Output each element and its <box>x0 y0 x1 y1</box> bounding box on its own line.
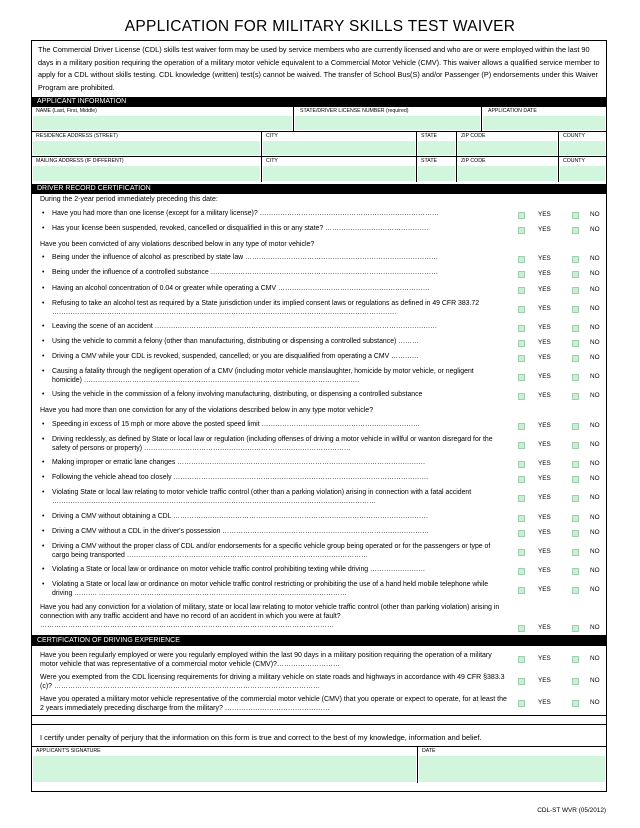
no-checkbox[interactable] <box>572 212 579 219</box>
question-item <box>42 224 502 233</box>
no-checkbox[interactable] <box>572 306 579 313</box>
mailing-address-field[interactable]: MAILING ADDRESS (IF DIFFERENT) <box>32 157 262 182</box>
question-item <box>42 512 502 521</box>
yes-checkbox[interactable] <box>518 625 525 632</box>
question-text: Have you been regularly employed or were you regularly employed within the last 90 days in a military position requiring the operation of a military motor vehicle that was representative of a commercial motor vehicle (CMV)?……………………… <box>40 652 492 668</box>
residence-address-field[interactable]: RESIDENCE ADDRESS (STREET) <box>32 132 262 156</box>
accident-conviction-question: Have you had any conviction for a violation of military, state or local law relating to motor vehicle traffic control (other than parking violation) arising in connection with any traffic accident and have no record of an accident in which you were at fault? ……………………………………………………………………………………………………………… <box>40 604 500 629</box>
no-label: NO <box>590 286 600 293</box>
no-checkbox[interactable] <box>572 461 579 468</box>
intro-text: The Commercial Driver License (CDL) skills test waiver form may be used by service members who are currently licensed and who are or were employed within the last 90 days in a military position requiring the operation of a military motor vehicle equivalent to a Commercial Motor Vehicle (CMV). This waiver allows a qualified service member to apply for a CDL without skills testing. CDL knowledge (written) test(s) cannot be waived. The transfer of School Bus(S) and/or Passenger (P) endorsements under this Waiver Program are prohibited. <box>38 45 600 92</box>
no-label: NO <box>590 655 600 662</box>
bullet-icon: • <box>42 581 45 588</box>
yes-label: YES <box>538 441 551 448</box>
yes-label: YES <box>538 567 551 574</box>
yes-checkbox[interactable] <box>518 515 525 522</box>
question-text: Have you operated a military motor vehicle representative of the commercial motor vehicle (CMV) that you operate or expect to operate, for at least the 2 years immediately preceding discharge from the military? ……………………………………… <box>40 696 507 712</box>
period-question: During the 2-year period immediately preceding this date: <box>40 196 218 203</box>
driver-record-header: DRIVER RECORD CERTIFICATION <box>32 184 606 194</box>
no-checkbox[interactable] <box>572 587 579 594</box>
question-item <box>42 565 502 574</box>
application-date-field[interactable]: APPLICATION DATE <box>482 107 606 131</box>
question-item <box>42 268 502 277</box>
bullet-icon: • <box>42 225 45 232</box>
yes-label: YES <box>538 373 551 380</box>
yes-checkbox[interactable] <box>518 656 525 663</box>
no-label: NO <box>590 567 600 574</box>
question-text: Having an alcohol concentration of 0.04 or greater while operating a CMV ………………………………………………………… <box>52 285 430 292</box>
yes-label: YES <box>538 514 551 521</box>
yes-label: YES <box>538 624 551 631</box>
no-checkbox[interactable] <box>572 340 579 347</box>
question-text: Driving a CMV without the proper class of CDL and/or endorsements for a specific vehicle group being operated or for the passengers or type of cargo being transported …………………………………………………………………………………………… <box>52 543 491 559</box>
no-checkbox[interactable] <box>572 625 579 632</box>
yes-checkbox[interactable] <box>518 374 525 381</box>
waiver-form <box>31 40 607 792</box>
bullet-icon: • <box>42 421 45 428</box>
mailing-city-field[interactable]: CITY <box>262 157 417 182</box>
question-text: Driving a CMV without obtaining a CDL ………………………………………………………………………………………………… <box>52 513 429 520</box>
yes-checkbox[interactable] <box>518 700 525 707</box>
question-text: Were you exempted from the CDL licensing requirements for driving a military vehicle on state roads and highways in accordance with 49 CFR §383.3 (c)? …………………………………………………………………………………………………… <box>40 674 505 690</box>
yes-label: YES <box>538 655 551 662</box>
question-item <box>42 420 502 429</box>
yes-label: YES <box>538 286 551 293</box>
no-checkbox[interactable] <box>572 700 579 707</box>
yes-checkbox[interactable] <box>518 423 525 430</box>
yes-checkbox[interactable] <box>518 530 525 537</box>
yes-checkbox[interactable] <box>518 549 525 556</box>
question-text: Have you had more than one license (except for a military license)? …………………………………………………………………… <box>52 210 439 217</box>
no-checkbox[interactable] <box>572 374 579 381</box>
question-item <box>42 284 502 293</box>
yes-checkbox[interactable] <box>518 461 525 468</box>
no-label: NO <box>590 529 600 536</box>
yes-label: YES <box>538 548 551 555</box>
question-item <box>42 299 502 317</box>
question-item <box>42 390 502 399</box>
bullet-icon: • <box>42 323 45 330</box>
no-checkbox[interactable] <box>572 355 579 362</box>
yes-checkbox[interactable] <box>518 256 525 263</box>
no-label: NO <box>590 624 600 631</box>
yes-label: YES <box>538 339 551 346</box>
no-checkbox[interactable] <box>572 423 579 430</box>
bullet-icon: • <box>42 513 45 520</box>
question-text: Using the vehicle in the commission of a felony involving manufacturing, distributing, or dispensing a controlled substance <box>52 391 423 398</box>
question-text: Leaving the scene of an accident …………………………………………………………………………………………………………… <box>52 323 438 330</box>
no-checkbox[interactable] <box>572 325 579 332</box>
no-label: NO <box>590 677 600 684</box>
question-text: Using the vehicle to commit a felony (other than manufacturing, distributing or dispensing a controlled substance) ……… <box>52 338 419 345</box>
bullet-icon: • <box>42 436 45 443</box>
bullet-icon: • <box>42 254 45 261</box>
bullet-icon: • <box>42 300 45 307</box>
yes-label: YES <box>538 422 551 429</box>
mailing-zip-field[interactable]: ZIP CODE <box>457 157 559 182</box>
residence-county-field[interactable]: COUNTY <box>559 132 606 156</box>
question-text: Driving a CMV while your CDL is revoked, suspended, cancelled; or you are disqualified from operating a CMV ………… <box>52 353 419 360</box>
bullet-icon: • <box>42 353 45 360</box>
question-item <box>42 209 502 218</box>
mailing-state-field[interactable]: STATE <box>417 157 457 182</box>
no-label: NO <box>590 422 600 429</box>
bullet-icon: • <box>42 474 45 481</box>
yes-checkbox[interactable] <box>518 212 525 219</box>
yes-checkbox[interactable] <box>518 271 525 278</box>
bullet-icon: • <box>42 338 45 345</box>
no-checkbox[interactable] <box>572 393 579 400</box>
perjury-certification: I certify under penalty of perjury that the information on this form is true and correct to the best of my knowledge, information and belief. <box>40 733 482 742</box>
yes-label: YES <box>538 586 551 593</box>
no-checkbox[interactable] <box>572 568 579 575</box>
question-item <box>42 580 502 598</box>
yes-checkbox[interactable] <box>518 287 525 294</box>
no-label: NO <box>590 255 600 262</box>
yes-label: YES <box>538 460 551 467</box>
yes-label: YES <box>538 699 551 706</box>
yes-checkbox[interactable] <box>518 227 525 234</box>
yes-label: YES <box>538 324 551 331</box>
question-text: Driving a CMV without a CDL in the driver's possession ……………………………………………………………………………… <box>52 528 430 535</box>
form-title: APPLICATION FOR MILITARY SKILLS TEST WAIVER <box>124 18 516 35</box>
question-text: Violating a State or local law or ordinance on motor vehicle traffic control prohibiting texting while driving …………………… <box>52 566 426 573</box>
bullet-icon: • <box>42 269 45 276</box>
yes-label: YES <box>538 354 551 361</box>
question-item <box>42 337 502 346</box>
no-label: NO <box>590 441 600 448</box>
question-text: Violating State or local law relating to motor vehicle traffic control (other than a parking violation) arising in connection with a fatal accident …………………………………………………………………………………………………………………………… <box>52 489 472 505</box>
form-id: CDL-ST WVR (05/2012) <box>537 807 606 814</box>
question-text: Speeding in excess of 15 mph or more above the posted speed limit …………………………………………………………… <box>52 421 421 428</box>
no-label: NO <box>590 226 600 233</box>
question-item <box>42 367 502 385</box>
question-text: Causing a fatality through the negligent operation of a CMV (including motor vehicle manslaughter, homicide by motor vehicle, or negligent homicide) ………………………………………………………………………………………………………… <box>52 368 474 384</box>
no-checkbox[interactable] <box>572 515 579 522</box>
question-item <box>42 488 502 506</box>
no-label: NO <box>590 339 600 346</box>
no-label: NO <box>590 324 600 331</box>
no-checkbox[interactable] <box>572 549 579 556</box>
no-checkbox[interactable] <box>572 227 579 234</box>
no-label: NO <box>590 514 600 521</box>
no-checkbox[interactable] <box>572 256 579 263</box>
name-field[interactable]: NAME (Last, First, Middle) <box>32 107 294 131</box>
question-text: Driving recklessly, as defined by State or local law or regulation (including offenses of driving a motor vehicle in willful or wanton disregard for the safety of persons or property) ……………………………………………………………………………… <box>52 436 493 452</box>
date-field[interactable]: DATE <box>418 747 606 783</box>
violations-question: Have you been convicted of any violations described below in any type of motor vehicle? <box>40 241 315 248</box>
bullet-icon: • <box>42 543 45 550</box>
yes-checkbox[interactable] <box>518 442 525 449</box>
question-item <box>42 435 502 453</box>
no-checkbox[interactable] <box>572 442 579 449</box>
question-text: Being under the influence of alcohol as prescribed by state law ………………………………………………………………………… <box>52 254 438 261</box>
license-number-field[interactable]: STATE/DRIVER LICENSE NUMBER (required) <box>294 107 482 131</box>
no-checkbox[interactable] <box>572 495 579 502</box>
bullet-icon: • <box>42 391 45 398</box>
no-label: NO <box>590 586 600 593</box>
question-text: Making improper or erratic lane changes ……………………………………………………………………………………………… <box>52 459 426 466</box>
bullet-icon: • <box>42 210 45 217</box>
yes-checkbox[interactable] <box>518 678 525 685</box>
question-text: Has your license been suspended, revoked, cancelled or disqualified in this or any state? ……………………………………… <box>52 225 429 232</box>
no-label: NO <box>590 548 600 555</box>
yes-checkbox[interactable] <box>518 568 525 575</box>
residence-city-field[interactable]: CITY <box>262 132 417 156</box>
yes-label: YES <box>538 529 551 536</box>
no-checkbox[interactable] <box>572 530 579 537</box>
yes-label: YES <box>538 226 551 233</box>
no-checkbox[interactable] <box>572 287 579 294</box>
question-item <box>42 473 502 482</box>
no-label: NO <box>590 494 600 501</box>
bullet-icon: • <box>42 566 45 573</box>
yes-label: YES <box>538 305 551 312</box>
no-label: NO <box>590 270 600 277</box>
question-item <box>42 253 502 262</box>
signature-field[interactable]: APPLICANT'S SIGNATURE <box>32 747 418 783</box>
no-label: NO <box>590 373 600 380</box>
yes-label: YES <box>538 475 551 482</box>
bullet-icon: • <box>42 368 45 375</box>
applicant-info-header: APPLICANT INFORMATION <box>32 97 606 107</box>
yes-checkbox[interactable] <box>518 476 525 483</box>
no-label: NO <box>590 392 600 399</box>
mailing-county-field[interactable]: COUNTY <box>559 157 606 182</box>
no-checkbox[interactable] <box>572 271 579 278</box>
no-checkbox[interactable] <box>572 476 579 483</box>
no-checkbox[interactable] <box>572 656 579 663</box>
residence-zip-field[interactable]: ZIP CODE <box>457 132 559 156</box>
bullet-icon: • <box>42 528 45 535</box>
question-item <box>42 458 502 467</box>
yes-label: YES <box>538 392 551 399</box>
yes-label: YES <box>538 270 551 277</box>
yes-checkbox[interactable] <box>518 393 525 400</box>
question-item <box>42 542 502 560</box>
no-label: NO <box>590 211 600 218</box>
question-item <box>42 322 502 331</box>
yes-checkbox[interactable] <box>518 355 525 362</box>
question-text: Refusing to take an alcohol test as required by a State jurisdiction under its implied consent laws or regulations as defined in 49 CFR 383.72 …………………………………………………………………………………………………………………………………… <box>52 300 480 316</box>
question-item <box>42 352 502 361</box>
driving-experience-header: CERTIFICATION OF DRIVING EXPERIENCE <box>32 636 606 646</box>
yes-checkbox[interactable] <box>518 587 525 594</box>
residence-state-field[interactable]: STATE <box>417 132 457 156</box>
no-label: NO <box>590 354 600 361</box>
question-item <box>42 527 502 536</box>
yes-label: YES <box>538 677 551 684</box>
bullet-icon: • <box>42 285 45 292</box>
no-label: NO <box>590 699 600 706</box>
no-checkbox[interactable] <box>572 678 579 685</box>
yes-checkbox[interactable] <box>518 325 525 332</box>
yes-checkbox[interactable] <box>518 340 525 347</box>
question-text: Following the vehicle ahead too closely ………………………………………………………………………………………………… <box>52 474 429 481</box>
yes-label: YES <box>538 211 551 218</box>
multiple-convictions-question: Have you had more than one conviction for any of the violations described below in any type motor vehicle? <box>40 407 374 414</box>
yes-label: YES <box>538 255 551 262</box>
question-text: Violating a State or local law or ordinance on motor vehicle traffic control restricting or prohibiting the use of a hand held mobile telephone while driving ………. ……………………………………………………………………………………………… <box>52 581 489 597</box>
bullet-icon: • <box>42 459 45 466</box>
question-text: Being under the influence of a controlled substance ……………………………………………………………………………………… <box>52 269 438 276</box>
yes-checkbox[interactable] <box>518 306 525 313</box>
yes-label: YES <box>538 494 551 501</box>
no-label: NO <box>590 460 600 467</box>
no-label: NO <box>590 305 600 312</box>
yes-checkbox[interactable] <box>518 495 525 502</box>
bullet-icon: • <box>42 489 45 496</box>
no-label: NO <box>590 475 600 482</box>
